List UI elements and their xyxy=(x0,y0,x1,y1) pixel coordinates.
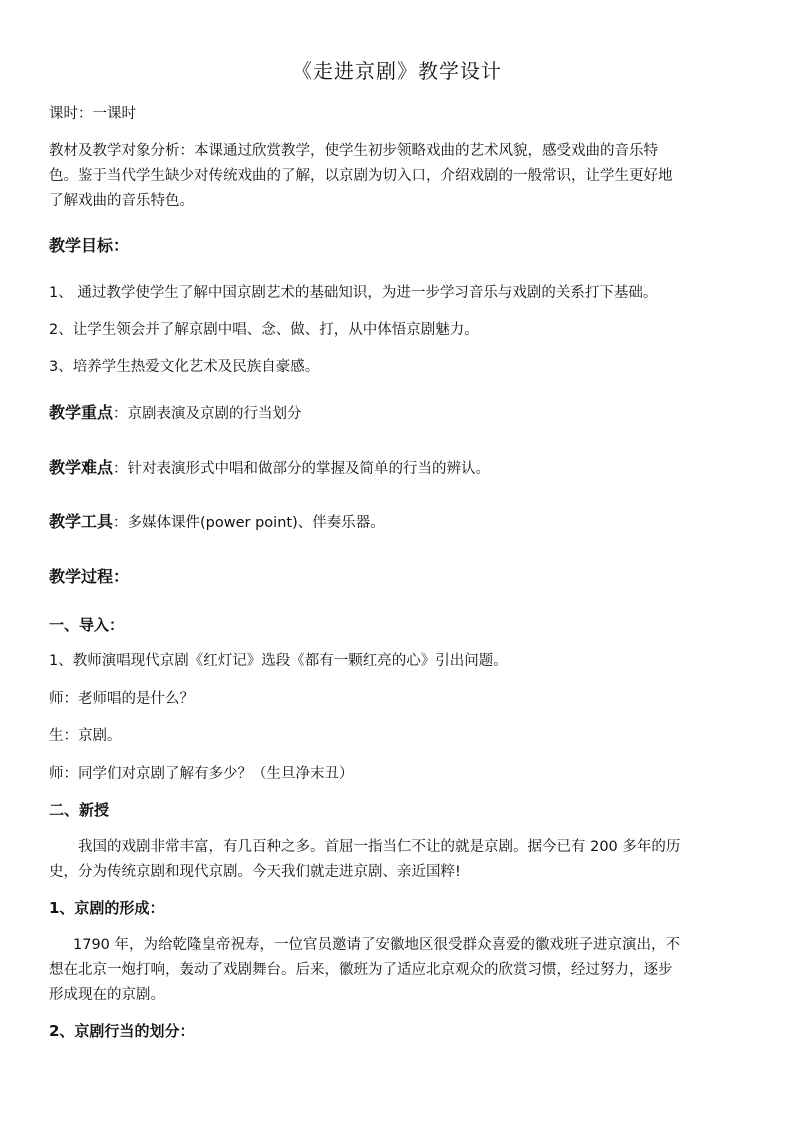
new-lesson-line: 史，分为传统京剧和现代京剧。今天我们就走进京剧、亲近国粹! xyxy=(49,864,461,880)
lesson-time: 课时：一课时 xyxy=(49,106,136,122)
document-title: 《走进京剧》教学设计 xyxy=(292,59,502,83)
difficulty-label: 教学难点 xyxy=(49,458,114,477)
difficulty xyxy=(49,458,749,479)
analysis-line: 教材及教学对象分析：本课通过欣赏教学，使学生初步领略戏曲的艺术风貌，感受戏曲的音乐特 xyxy=(49,143,658,159)
key-point-text: ：京剧表演及京剧的行当划分 xyxy=(113,406,302,422)
key-point xyxy=(49,403,749,424)
goal-item: 2、让学生领会并了解京剧中唱、念、做、打，从中体悟京剧魅力。 xyxy=(49,322,479,338)
new-lesson-paragraph xyxy=(49,835,741,885)
analysis-line: 了解戏曲的音乐特色。 xyxy=(49,193,194,209)
formation-paragraph xyxy=(49,933,741,1008)
analysis-line: 色。鉴于当代学生缺少对传统戏曲的了解，以京剧为切入口，介绍戏剧的一般常识，让学生更好地 xyxy=(49,168,673,184)
analysis-paragraph xyxy=(49,139,741,214)
tools-label: 教学工具 xyxy=(49,512,114,531)
intro-heading: 一、导入： xyxy=(49,616,125,634)
new-lesson-line: 我国的戏剧非常丰富，有几百种之多。首屈一指当仁不让的就是京剧。据今已有 200 多年的历 xyxy=(78,839,681,855)
new-lesson-heading: 二、新授 xyxy=(49,801,110,819)
tools xyxy=(49,512,749,533)
tools-text: ：多媒体课件(power point)、伴奏乐器。 xyxy=(113,515,385,531)
goal-item: 1、 通过教学使学生了解中国京剧艺术的基础知识，为进一步学习音乐与戏剧的关系打下基础。 xyxy=(49,285,658,301)
process-heading: 教学过程： xyxy=(49,567,130,586)
intro-line: 师：老师唱的是什么？ xyxy=(49,691,194,707)
formation-line: 想在北京一炮打响，轰动了戏剧舞台。后来，徽班为了适应北京观众的欣赏习惯，经过努力，逐步 xyxy=(49,962,673,978)
formation-line: 1790 年，为给乾隆皇帝祝寿，一位官员邀请了安徽地区很受群众喜爱的徽戏班子进京演出，不 xyxy=(73,937,681,953)
goal-item: 3、培养学生热爱文化艺术及民族自豪感。 xyxy=(49,359,320,375)
roles-heading: 2、京剧行当的划分： xyxy=(49,1022,195,1040)
formation-line: 形成现在的京剧。 xyxy=(49,987,165,1003)
difficulty-text: ：针对表演形式中唱和做部分的掌握及简单的行当的辨认。 xyxy=(113,461,491,477)
formation-heading: 1、京剧的形成： xyxy=(49,899,165,917)
goals-heading: 教学目标： xyxy=(49,236,130,255)
intro-line: 1、教师演唱现代京剧《红灯记》选段《都有一颗红亮的心》引出问题。 xyxy=(49,653,508,669)
key-point-label: 教学重点 xyxy=(49,403,114,422)
intro-line: 师：同学们对京剧了解有多少？（生旦净末丑） xyxy=(49,766,354,782)
intro-line: 生：京剧。 xyxy=(49,728,122,744)
